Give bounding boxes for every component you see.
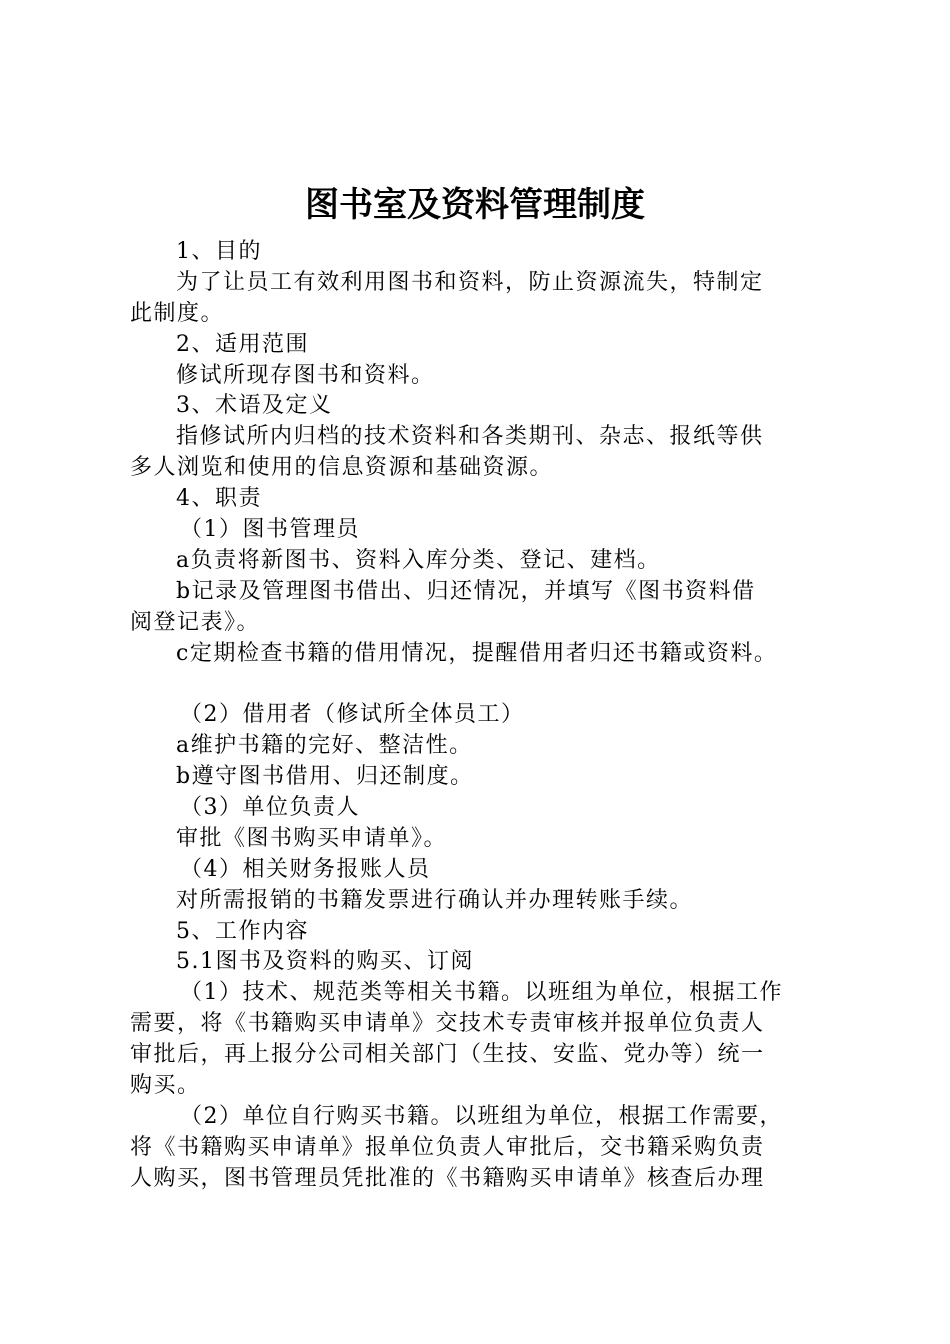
paragraph-line: 阅登记表》。 <box>130 609 261 635</box>
list-item: a负责将新图书、资料入库分类、登记、建档。 <box>176 547 661 573</box>
paragraph-line: 人购买，图书管理员凭批准的《书籍购买申请单》核查后办理 <box>130 1165 765 1191</box>
section-heading-terms: 3、术语及定义 <box>176 393 333 419</box>
subsection-heading: （4）相关财务报账人员 <box>180 856 431 882</box>
paragraph-line: 审批《图书购买申请单》。 <box>176 825 448 851</box>
list-item: b遵守图书借用、归还制度。 <box>176 764 474 790</box>
document-title: 图书室及资料管理制度 <box>305 185 645 225</box>
document-body <box>130 237 835 1195</box>
blank-line <box>130 669 835 700</box>
paragraph-line: 对所需报销的书籍发票进行确认并办理转账手续。 <box>176 887 694 913</box>
paragraph-line: 多人浏览和使用的信息资源和基础资源。 <box>130 455 554 481</box>
list-item: a维护书籍的完好、整洁性。 <box>176 733 473 759</box>
paragraph-line: 为了让员工有效利用图书和资料，防止资源流失，特制定 <box>176 269 764 295</box>
subsection-heading: （2）借用者（修试所全体员工） <box>180 702 525 728</box>
subsection-heading: 5.1图书及资料的购买、订阅 <box>176 949 474 975</box>
section-heading-purpose: 1、目的 <box>176 239 262 264</box>
paragraph-line: 审批后，再上报分公司相关部门（生技、安监、党办等）统一 <box>130 1042 765 1068</box>
list-item: b记录及管理图书借出、归还情况，并填写《图书资料借 <box>176 578 756 604</box>
paragraph-line: 将《书籍购买申请单》报单位负责人审批后，交书籍采购负责 <box>130 1134 765 1160</box>
paragraph-line: 指修试所内归档的技术资料和各类期刊、杂志、报纸等供 <box>176 424 764 450</box>
section-heading-duties: 4、职责 <box>176 486 262 512</box>
section-heading-scope: 2、适用范围 <box>176 331 309 357</box>
paragraph-line: 购买。 <box>130 1073 201 1099</box>
paragraph-line: 需要，将《书籍购买申请单》交技术专责审核并报单位负责人 <box>130 1011 765 1037</box>
section-heading-work: 5、工作内容 <box>176 918 309 944</box>
list-item: c定期检查书籍的借用情况，提醒借用者归还书籍或资料。 <box>176 640 778 666</box>
paragraph-line: （2）单位自行购买书籍。以班组为单位，根据工作需要， <box>180 1103 783 1129</box>
subsection-heading: （3）单位负责人 <box>180 795 360 821</box>
paragraph-line: 此制度。 <box>130 300 225 326</box>
paragraph-line: 修试所现存图书和资料。 <box>176 362 435 388</box>
subsection-heading: （1）图书管理员 <box>180 517 360 543</box>
paragraph-line: （1）技术、规范类等相关书籍。以班组为单位，根据工作 <box>180 980 783 1006</box>
